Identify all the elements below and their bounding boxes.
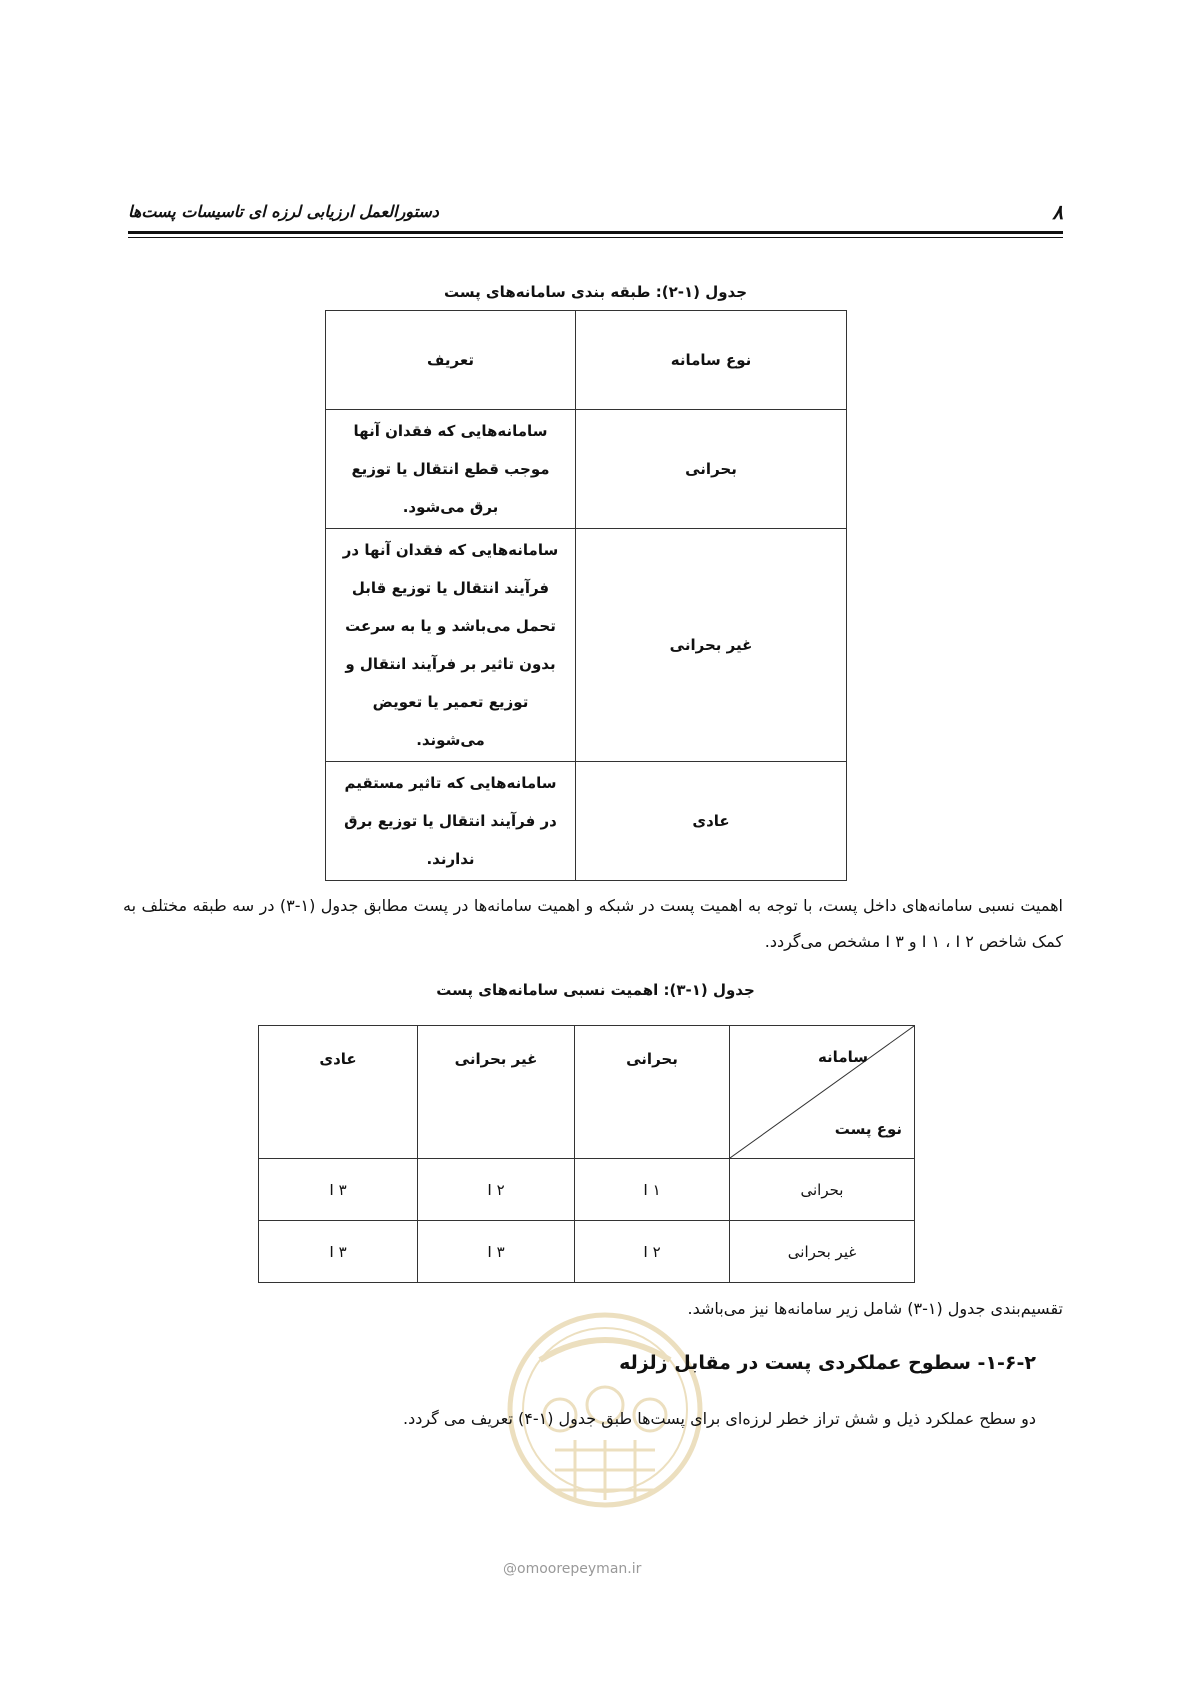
table2-row-label: بحرانی bbox=[730, 1159, 915, 1221]
table-relative-importance bbox=[258, 1025, 915, 1283]
table-system-classification bbox=[325, 310, 847, 881]
table2-cell: I ۳ bbox=[259, 1159, 418, 1221]
paragraph-relative-importance: اهمیت نسبی سامانه‌های داخل پست، با توجه به اهمیت پست در شبکه و اهمیت سامانه‌ها در پست مطابق جدول (۱-۳) در سه طبقه مختلف به کمک شاخص I ۱ ، I ۲ و I ۳ مشخص می‌گردد. bbox=[123, 896, 1063, 951]
table2-caption: جدول (۱-۳): اهمیت نسبی سامانه‌های پست bbox=[436, 981, 755, 999]
table2-cell: I ۱ bbox=[575, 1159, 730, 1221]
paragraph-subsystems: تقسیم‌بندی جدول (۱-۳) شامل زیر سامانه‌ها نیز می‌باشد. bbox=[687, 1299, 1063, 1318]
table1-caption: جدول (۱-۲): طبقه بندی سامانه‌های پست bbox=[443, 283, 748, 301]
table2-row-label: غیر بحرانی bbox=[730, 1221, 915, 1283]
table2-corner-cell bbox=[730, 1026, 915, 1159]
header-rule-thick bbox=[128, 231, 1063, 234]
table2-corner-top: سامانه bbox=[817, 1048, 868, 1066]
table1-row-definition: سامانه‌هایی که فقدان آنها در فرآیند انتقال یا توزیع قابل تحمل می‌باشد و یا به سرعت بدون تاثیر بر فرآیند انتقال و توزیع تعمیر یا تعویض می‌شوند. bbox=[326, 529, 576, 762]
page-number: ۸ bbox=[1052, 200, 1063, 224]
diagonal-line bbox=[730, 1026, 914, 1158]
watermark-url: @omoorepeyman.ir bbox=[503, 1561, 642, 1577]
section-heading: ۱-۶-۲- سطوح عملکردی پست در مقابل زلزله bbox=[619, 1352, 1036, 1374]
table2-cell: I ۳ bbox=[259, 1221, 418, 1283]
header-rule-thin bbox=[128, 237, 1063, 238]
table2-cell: I ۲ bbox=[418, 1159, 575, 1221]
table1-header-type: نوع سامانه bbox=[576, 311, 847, 410]
table2-column-header: غیر بحرانی bbox=[418, 1026, 575, 1159]
table2-column-header: عادی bbox=[259, 1026, 418, 1159]
table2-column-header: بحرانی bbox=[575, 1026, 730, 1159]
table1-row-definition: سامانه‌هایی که فقدان آنها موجب قطع انتقال یا توزیع برق می‌شود. bbox=[326, 410, 576, 529]
table2-corner-bottom: نوع پست bbox=[834, 1120, 902, 1138]
table1-row-type: غیر بحرانی bbox=[576, 529, 847, 762]
table1-row-type: بحرانی bbox=[576, 410, 847, 529]
running-title: دستورالعمل ارزیابی لرزه ای تاسیسات پست‌ها bbox=[128, 202, 439, 221]
table1-row-definition: سامانه‌هایی که تاثیر مستقیم در فرآیند انتقال یا توزیع برق ندارند. bbox=[326, 762, 576, 881]
table1-row-type: عادی bbox=[576, 762, 847, 881]
table2-cell: I ۲ bbox=[575, 1221, 730, 1283]
section-body: دو سطح عملکرد ذیل و شش تراز خطر لرزه‌ای برای پست‌ها طبق جدول (۱-۴) تعریف می گردد. bbox=[403, 1409, 1036, 1428]
table2-cell: I ۳ bbox=[418, 1221, 575, 1283]
table1-header-definition: تعریف bbox=[326, 311, 576, 410]
